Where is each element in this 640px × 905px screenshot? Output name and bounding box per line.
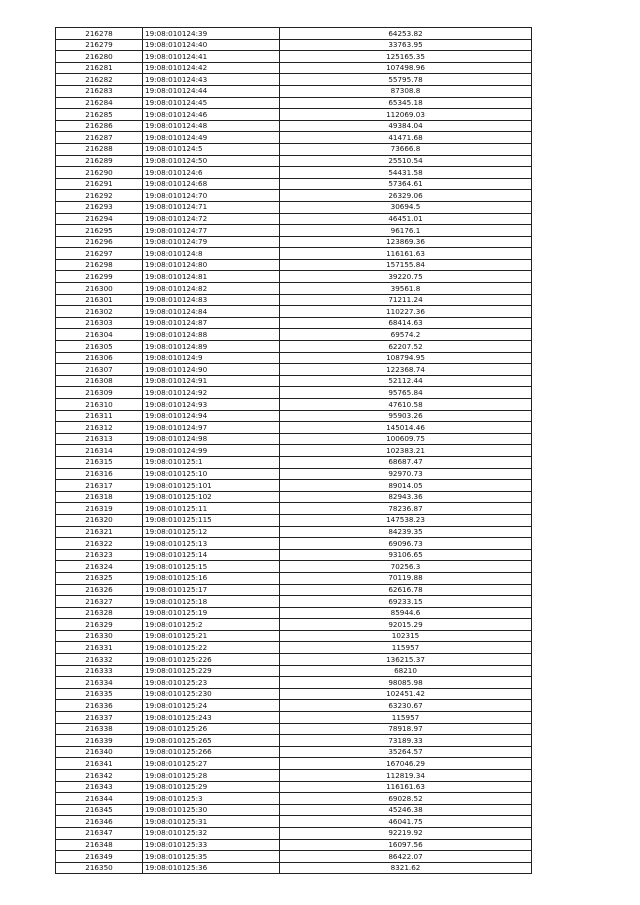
- amount-cell: 82943.36: [280, 491, 532, 503]
- table-row: [56, 178, 532, 190]
- cadastral-number-cell: 19:08:010125:3: [143, 793, 280, 805]
- cadastral-number-cell: 19:08:010124:99: [143, 445, 280, 457]
- row-id-cell: 216345: [56, 804, 143, 816]
- cadastral-number-cell: 19:08:010124:42: [143, 62, 280, 74]
- row-id-cell: 216301: [56, 294, 143, 306]
- amount-cell: 62207.52: [280, 341, 532, 353]
- table-row: [56, 399, 532, 411]
- cadastral-number-cell: 19:08:010125:22: [143, 642, 280, 654]
- amount-cell: 57364.61: [280, 178, 532, 190]
- amount-cell: 92970.73: [280, 468, 532, 480]
- row-id-cell: 216346: [56, 816, 143, 828]
- row-id-cell: 216331: [56, 642, 143, 654]
- amount-cell: 92219.92: [280, 827, 532, 839]
- amount-cell: 68414.63: [280, 317, 532, 329]
- table-row: [56, 51, 532, 63]
- row-id-cell: 216344: [56, 793, 143, 805]
- table-row: [56, 248, 532, 260]
- amount-cell: 39561.8: [280, 283, 532, 295]
- row-id-cell: 216335: [56, 688, 143, 700]
- table-row: [56, 677, 532, 689]
- cadastral-number-cell: 19:08:010124:8: [143, 248, 280, 260]
- amount-cell: 93106.65: [280, 549, 532, 561]
- table-row: [56, 317, 532, 329]
- amount-cell: 35264.57: [280, 746, 532, 758]
- cadastral-number-cell: 19:08:010125:243: [143, 712, 280, 724]
- amount-cell: 70256.3: [280, 561, 532, 573]
- row-id-cell: 216297: [56, 248, 143, 260]
- amount-cell: 62616.78: [280, 584, 532, 596]
- table-row: [56, 422, 532, 434]
- row-id-cell: 216330: [56, 630, 143, 642]
- table-row: [56, 665, 532, 677]
- row-id-cell: 216325: [56, 572, 143, 584]
- table-row: [56, 549, 532, 561]
- cadastral-number-cell: 19:08:010125:102: [143, 491, 280, 503]
- table-row: [56, 572, 532, 584]
- table-row: [56, 364, 532, 376]
- amount-cell: 52112.44: [280, 375, 532, 387]
- cadastral-number-cell: 19:08:010125:32: [143, 827, 280, 839]
- table-row: [56, 468, 532, 480]
- cadastral-number-cell: 19:08:010125:19: [143, 607, 280, 619]
- row-id-cell: 216288: [56, 143, 143, 155]
- row-id-cell: 216289: [56, 155, 143, 167]
- row-id-cell: 216303: [56, 317, 143, 329]
- table-row: [56, 85, 532, 97]
- table-row: [56, 225, 532, 237]
- table-row: [56, 561, 532, 573]
- amount-cell: 71211.24: [280, 294, 532, 306]
- table-row: [56, 712, 532, 724]
- amount-cell: 25510.54: [280, 155, 532, 167]
- cadastral-number-cell: 19:08:010124:94: [143, 410, 280, 422]
- amount-cell: 47610.58: [280, 399, 532, 411]
- row-id-cell: 216284: [56, 97, 143, 109]
- row-id-cell: 216296: [56, 236, 143, 248]
- table-row: [56, 387, 532, 399]
- table-row: [56, 723, 532, 735]
- amount-cell: 41471.68: [280, 132, 532, 144]
- row-id-cell: 216318: [56, 491, 143, 503]
- table-row: [56, 642, 532, 654]
- cadastral-number-cell: 19:08:010125:101: [143, 480, 280, 492]
- table-row: [56, 410, 532, 422]
- cadastral-number-cell: 19:08:010125:35: [143, 851, 280, 863]
- table-row: [56, 341, 532, 353]
- table-row: [56, 654, 532, 666]
- cadastral-number-cell: 19:08:010124:87: [143, 317, 280, 329]
- cadastral-number-cell: 19:08:010124:41: [143, 51, 280, 63]
- amount-cell: 73666.8: [280, 143, 532, 155]
- row-id-cell: 216311: [56, 410, 143, 422]
- table-row: [56, 851, 532, 863]
- row-id-cell: 216305: [56, 341, 143, 353]
- cadastral-number-cell: 19:08:010125:31: [143, 816, 280, 828]
- cadastral-number-cell: 19:08:010125:229: [143, 665, 280, 677]
- amount-cell: 68210: [280, 665, 532, 677]
- table-row: [56, 781, 532, 793]
- cadastral-number-cell: 19:08:010124:71: [143, 201, 280, 213]
- cadastral-number-cell: 19:08:010125:29: [143, 781, 280, 793]
- cadastral-number-cell: 19:08:010124:79: [143, 236, 280, 248]
- table-row: [56, 259, 532, 271]
- row-id-cell: 216298: [56, 259, 143, 271]
- table-row: [56, 28, 532, 40]
- row-id-cell: 216280: [56, 51, 143, 63]
- row-id-cell: 216347: [56, 827, 143, 839]
- amount-cell: 92015.29: [280, 619, 532, 631]
- table-row: [56, 816, 532, 828]
- cadastral-number-cell: 19:08:010124:44: [143, 85, 280, 97]
- row-id-cell: 216304: [56, 329, 143, 341]
- amount-cell: 73189.33: [280, 735, 532, 747]
- cadastral-number-cell: 19:08:010124:48: [143, 120, 280, 132]
- amount-cell: 68687.47: [280, 456, 532, 468]
- row-id-cell: 216279: [56, 39, 143, 51]
- amount-cell: 107498.96: [280, 62, 532, 74]
- row-id-cell: 216320: [56, 514, 143, 526]
- amount-cell: 125165.35: [280, 51, 532, 63]
- amount-cell: 96176.1: [280, 225, 532, 237]
- row-id-cell: 216281: [56, 62, 143, 74]
- amount-cell: 89014.05: [280, 480, 532, 492]
- cadastral-number-cell: 19:08:010125:266: [143, 746, 280, 758]
- amount-cell: 78918.97: [280, 723, 532, 735]
- cadastral-number-cell: 19:08:010124:43: [143, 74, 280, 86]
- table-row: [56, 746, 532, 758]
- row-id-cell: 216308: [56, 375, 143, 387]
- row-id-cell: 216295: [56, 225, 143, 237]
- cadastral-number-cell: 19:08:010124:77: [143, 225, 280, 237]
- row-id-cell: 216313: [56, 433, 143, 445]
- cadastral-number-cell: 19:08:010125:36: [143, 862, 280, 874]
- cadastral-number-cell: 19:08:010124:40: [143, 39, 280, 51]
- table-row: [56, 584, 532, 596]
- row-id-cell: 216334: [56, 677, 143, 689]
- amount-cell: 78236.87: [280, 503, 532, 515]
- row-id-cell: 216322: [56, 538, 143, 550]
- row-id-cell: 216319: [56, 503, 143, 515]
- amount-cell: 102383.21: [280, 445, 532, 457]
- table-row: [56, 526, 532, 538]
- row-id-cell: 216309: [56, 387, 143, 399]
- table-row: [56, 201, 532, 213]
- row-id-cell: 216349: [56, 851, 143, 863]
- amount-cell: 136215.37: [280, 654, 532, 666]
- amount-cell: 70119.88: [280, 572, 532, 584]
- row-id-cell: 216323: [56, 549, 143, 561]
- table-row: [56, 596, 532, 608]
- table-row: [56, 375, 532, 387]
- cadastral-number-cell: 19:08:010124:50: [143, 155, 280, 167]
- table-row: [56, 839, 532, 851]
- row-id-cell: 216348: [56, 839, 143, 851]
- table-row: [56, 538, 532, 550]
- cadastral-number-cell: 19:08:010125:115: [143, 514, 280, 526]
- table-row: [56, 700, 532, 712]
- amount-cell: 98085.98: [280, 677, 532, 689]
- cadastral-number-cell: 19:08:010125:33: [143, 839, 280, 851]
- table-row: [56, 735, 532, 747]
- row-id-cell: 216283: [56, 85, 143, 97]
- table-body: [56, 28, 532, 874]
- row-id-cell: 216310: [56, 399, 143, 411]
- cadastral-number-cell: 19:08:010124:84: [143, 306, 280, 318]
- amount-cell: 108794.95: [280, 352, 532, 364]
- row-id-cell: 216278: [56, 28, 143, 40]
- amount-cell: 63230.67: [280, 700, 532, 712]
- cadastral-number-cell: 19:08:010124:92: [143, 387, 280, 399]
- amount-cell: 49384.04: [280, 120, 532, 132]
- row-id-cell: 216350: [56, 862, 143, 874]
- amount-cell: 145014.46: [280, 422, 532, 434]
- cadastral-number-cell: 19:08:010124:82: [143, 283, 280, 295]
- row-id-cell: 216294: [56, 213, 143, 225]
- table-row: [56, 271, 532, 283]
- table-row: [56, 283, 532, 295]
- table-row: [56, 503, 532, 515]
- cadastral-number-cell: 19:08:010124:45: [143, 97, 280, 109]
- table-row: [56, 352, 532, 364]
- row-id-cell: 216300: [56, 283, 143, 295]
- amount-cell: 16097.56: [280, 839, 532, 851]
- cadastral-number-cell: 19:08:010124:98: [143, 433, 280, 445]
- cadastral-number-cell: 19:08:010124:97: [143, 422, 280, 434]
- cadastral-number-cell: 19:08:010124:91: [143, 375, 280, 387]
- row-id-cell: 216329: [56, 619, 143, 631]
- amount-cell: 8321.62: [280, 862, 532, 874]
- amount-cell: 157155.84: [280, 259, 532, 271]
- amount-cell: 86422.07: [280, 851, 532, 863]
- amount-cell: 64253.82: [280, 28, 532, 40]
- amount-cell: 39220.75: [280, 271, 532, 283]
- amount-cell: 85944.6: [280, 607, 532, 619]
- table-row: [56, 630, 532, 642]
- table-row: [56, 445, 532, 457]
- amount-cell: 46041.75: [280, 816, 532, 828]
- cadastral-number-cell: 19:08:010125:28: [143, 770, 280, 782]
- cadastral-number-cell: 19:08:010124:90: [143, 364, 280, 376]
- table-row: [56, 804, 532, 816]
- cadastral-number-cell: 19:08:010125:13: [143, 538, 280, 550]
- row-id-cell: 216339: [56, 735, 143, 747]
- row-id-cell: 216326: [56, 584, 143, 596]
- cadastral-number-cell: 19:08:010124:5: [143, 143, 280, 155]
- row-id-cell: 216315: [56, 456, 143, 468]
- amount-cell: 112069.03: [280, 109, 532, 121]
- cadastral-number-cell: 19:08:010124:83: [143, 294, 280, 306]
- row-id-cell: 216293: [56, 201, 143, 213]
- table-row: [56, 329, 532, 341]
- cadastral-number-cell: 19:08:010125:30: [143, 804, 280, 816]
- amount-cell: 95765.84: [280, 387, 532, 399]
- row-id-cell: 216287: [56, 132, 143, 144]
- table-row: [56, 770, 532, 782]
- cadastral-number-cell: 19:08:010124:39: [143, 28, 280, 40]
- row-id-cell: 216343: [56, 781, 143, 793]
- row-id-cell: 216342: [56, 770, 143, 782]
- amount-cell: 87308.8: [280, 85, 532, 97]
- row-id-cell: 216285: [56, 109, 143, 121]
- row-id-cell: 216340: [56, 746, 143, 758]
- table-row: [56, 688, 532, 700]
- amount-cell: 46451.01: [280, 213, 532, 225]
- amount-cell: 54431.58: [280, 167, 532, 179]
- amount-cell: 55795.78: [280, 74, 532, 86]
- table-row: [56, 491, 532, 503]
- cadastral-number-cell: 19:08:010125:15: [143, 561, 280, 573]
- table-row: [56, 120, 532, 132]
- row-id-cell: 216327: [56, 596, 143, 608]
- table-row: [56, 62, 532, 74]
- table-row: [56, 619, 532, 631]
- cadastral-number-cell: 19:08:010125:27: [143, 758, 280, 770]
- cadastral-number-cell: 19:08:010124:80: [143, 259, 280, 271]
- cadastral-number-cell: 19:08:010125:11: [143, 503, 280, 515]
- amount-cell: 69574.2: [280, 329, 532, 341]
- cadastral-number-cell: 19:08:010125:23: [143, 677, 280, 689]
- table-row: [56, 456, 532, 468]
- amount-cell: 102451.42: [280, 688, 532, 700]
- table-row: [56, 236, 532, 248]
- cadastral-number-cell: 19:08:010125:14: [143, 549, 280, 561]
- row-id-cell: 216328: [56, 607, 143, 619]
- amount-cell: 123869.36: [280, 236, 532, 248]
- row-id-cell: 216321: [56, 526, 143, 538]
- amount-cell: 147538.23: [280, 514, 532, 526]
- amount-cell: 100609.75: [280, 433, 532, 445]
- table-row: [56, 862, 532, 874]
- amount-cell: 112819.34: [280, 770, 532, 782]
- amount-cell: 69233.15: [280, 596, 532, 608]
- row-id-cell: 216338: [56, 723, 143, 735]
- amount-cell: 116161.63: [280, 781, 532, 793]
- row-id-cell: 216282: [56, 74, 143, 86]
- cadastral-number-cell: 19:08:010125:10: [143, 468, 280, 480]
- row-id-cell: 216317: [56, 480, 143, 492]
- row-id-cell: 216332: [56, 654, 143, 666]
- amount-cell: 116161.63: [280, 248, 532, 260]
- row-id-cell: 216316: [56, 468, 143, 480]
- amount-cell: 102315: [280, 630, 532, 642]
- row-id-cell: 216307: [56, 364, 143, 376]
- table-row: [56, 213, 532, 225]
- cadastral-number-cell: 19:08:010124:72: [143, 213, 280, 225]
- cadastral-number-cell: 19:08:010125:1: [143, 456, 280, 468]
- amount-cell: 65345.18: [280, 97, 532, 109]
- amount-cell: 167046.29: [280, 758, 532, 770]
- amount-cell: 45246.38: [280, 804, 532, 816]
- amount-cell: 84239.35: [280, 526, 532, 538]
- cadastral-number-cell: 19:08:010124:70: [143, 190, 280, 202]
- cadastral-number-cell: 19:08:010124:89: [143, 341, 280, 353]
- amount-cell: 115957: [280, 712, 532, 724]
- cadastral-number-cell: 19:08:010124:88: [143, 329, 280, 341]
- cadastral-number-cell: 19:08:010125:17: [143, 584, 280, 596]
- row-id-cell: 216286: [56, 120, 143, 132]
- row-id-cell: 216312: [56, 422, 143, 434]
- row-id-cell: 216291: [56, 178, 143, 190]
- row-id-cell: 216306: [56, 352, 143, 364]
- row-id-cell: 216336: [56, 700, 143, 712]
- table-row: [56, 74, 532, 86]
- cadastral-number-cell: 19:08:010124:49: [143, 132, 280, 144]
- table-row: [56, 97, 532, 109]
- cadastral-number-cell: 19:08:010125:226: [143, 654, 280, 666]
- table-row: [56, 155, 532, 167]
- cadastral-number-cell: 19:08:010124:46: [143, 109, 280, 121]
- amount-cell: 110227.36: [280, 306, 532, 318]
- row-id-cell: 216324: [56, 561, 143, 573]
- cadastral-number-cell: 19:08:010124:68: [143, 178, 280, 190]
- row-id-cell: 216302: [56, 306, 143, 318]
- data-table: [55, 27, 532, 874]
- table-row: [56, 758, 532, 770]
- row-id-cell: 216341: [56, 758, 143, 770]
- cadastral-number-cell: 19:08:010124:81: [143, 271, 280, 283]
- table-row: [56, 294, 532, 306]
- amount-cell: 115957: [280, 642, 532, 654]
- amount-cell: 30694.5: [280, 201, 532, 213]
- cadastral-number-cell: 19:08:010125:24: [143, 700, 280, 712]
- amount-cell: 69096.73: [280, 538, 532, 550]
- cadastral-number-cell: 19:08:010125:265: [143, 735, 280, 747]
- table-row: [56, 132, 532, 144]
- amount-cell: 33763.95: [280, 39, 532, 51]
- table-row: [56, 167, 532, 179]
- amount-cell: 95903.26: [280, 410, 532, 422]
- cadastral-number-cell: 19:08:010125:26: [143, 723, 280, 735]
- row-id-cell: 216337: [56, 712, 143, 724]
- table-row: [56, 480, 532, 492]
- cadastral-number-cell: 19:08:010124:9: [143, 352, 280, 364]
- cadastral-number-cell: 19:08:010124:93: [143, 399, 280, 411]
- cadastral-number-cell: 19:08:010125:21: [143, 630, 280, 642]
- amount-cell: 69028.52: [280, 793, 532, 805]
- amount-cell: 26329.06: [280, 190, 532, 202]
- table-row: [56, 39, 532, 51]
- row-id-cell: 216299: [56, 271, 143, 283]
- table-row: [56, 306, 532, 318]
- table-row: [56, 793, 532, 805]
- table-row: [56, 433, 532, 445]
- table-row: [56, 190, 532, 202]
- table-row: [56, 514, 532, 526]
- table-row: [56, 143, 532, 155]
- table-row: [56, 607, 532, 619]
- amount-cell: 122368.74: [280, 364, 532, 376]
- cadastral-number-cell: 19:08:010124:6: [143, 167, 280, 179]
- cadastral-number-cell: 19:08:010125:18: [143, 596, 280, 608]
- row-id-cell: 216290: [56, 167, 143, 179]
- row-id-cell: 216314: [56, 445, 143, 457]
- cadastral-number-cell: 19:08:010125:16: [143, 572, 280, 584]
- row-id-cell: 216333: [56, 665, 143, 677]
- cadastral-number-cell: 19:08:010125:230: [143, 688, 280, 700]
- row-id-cell: 216292: [56, 190, 143, 202]
- cadastral-number-cell: 19:08:010125:2: [143, 619, 280, 631]
- table-row: [56, 827, 532, 839]
- table-row: [56, 109, 532, 121]
- cadastral-number-cell: 19:08:010125:12: [143, 526, 280, 538]
